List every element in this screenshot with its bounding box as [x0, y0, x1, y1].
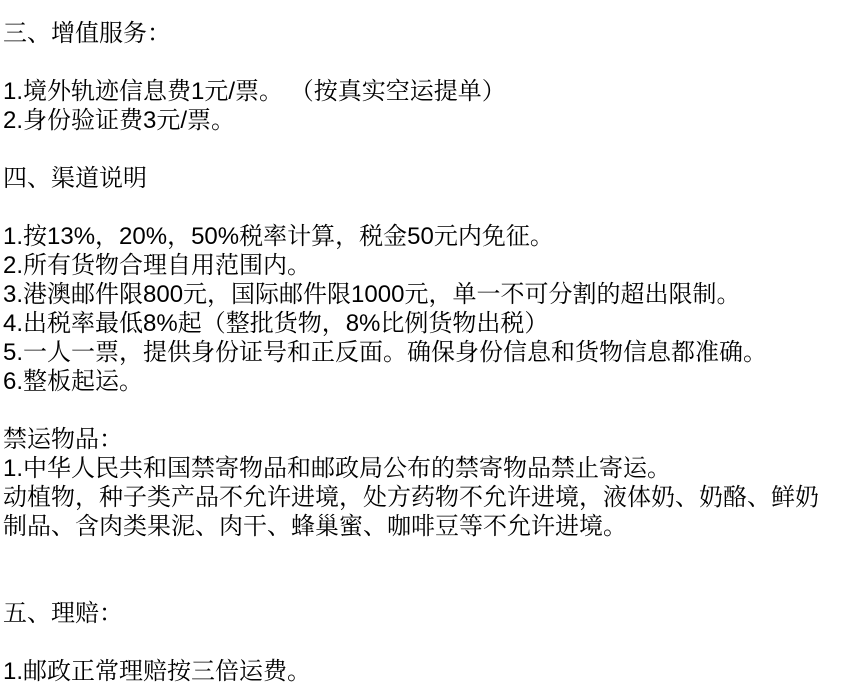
- text-line: 3.港澳邮件限800元，国际邮件限1000元，单一不可分割的超出限制。: [3, 281, 741, 308]
- text-line: 1.邮政正常理赔按三倍运费。: [3, 658, 312, 685]
- section-heading-channel-notes: 四、渠道说明: [3, 165, 147, 192]
- section-heading-claims: 五、理赔：: [3, 600, 123, 627]
- text-line: 4.出税率最低8%起（整批货物，8%比例货物出税）: [3, 310, 549, 337]
- text-line: 5.一人一票，提供身份证号和正反面。确保身份信息和货物信息都准确。: [3, 339, 768, 366]
- section-claims: [3, 599, 844, 686]
- text-line: 制品、含肉类果泥、肉干、蜂巢蜜、咖啡豆等不允许进境。: [3, 513, 627, 540]
- text-line: 1.按13%，20%，50%税率计算，税金50元内免征。: [3, 223, 554, 250]
- section-value-added-services: [3, 19, 844, 135]
- text-line: 1.中华人民共和国禁寄物品和邮政局公布的禁寄物品禁止寄运。: [3, 455, 672, 482]
- text-line: 1.境外轨迹信息费1元/票。 （按真实空运提单）: [3, 78, 506, 105]
- section-channel-notes: [3, 164, 844, 396]
- text-line: 动植物，种子类产品不允许进境，处方药物不允许进境，液体奶、奶酪、鲜奶: [3, 484, 819, 511]
- text-line: 2.所有货物合理自用范围内。: [3, 252, 312, 279]
- text-line: 6.整板起运。: [3, 368, 144, 395]
- section-heading-prohibited-items: 禁运物品：: [3, 426, 123, 453]
- section-heading-value-added-services: 三、增值服务：: [3, 20, 171, 47]
- section-prohibited-items: [3, 425, 844, 541]
- text-line: 2.身份验证费3元/票。: [3, 107, 236, 134]
